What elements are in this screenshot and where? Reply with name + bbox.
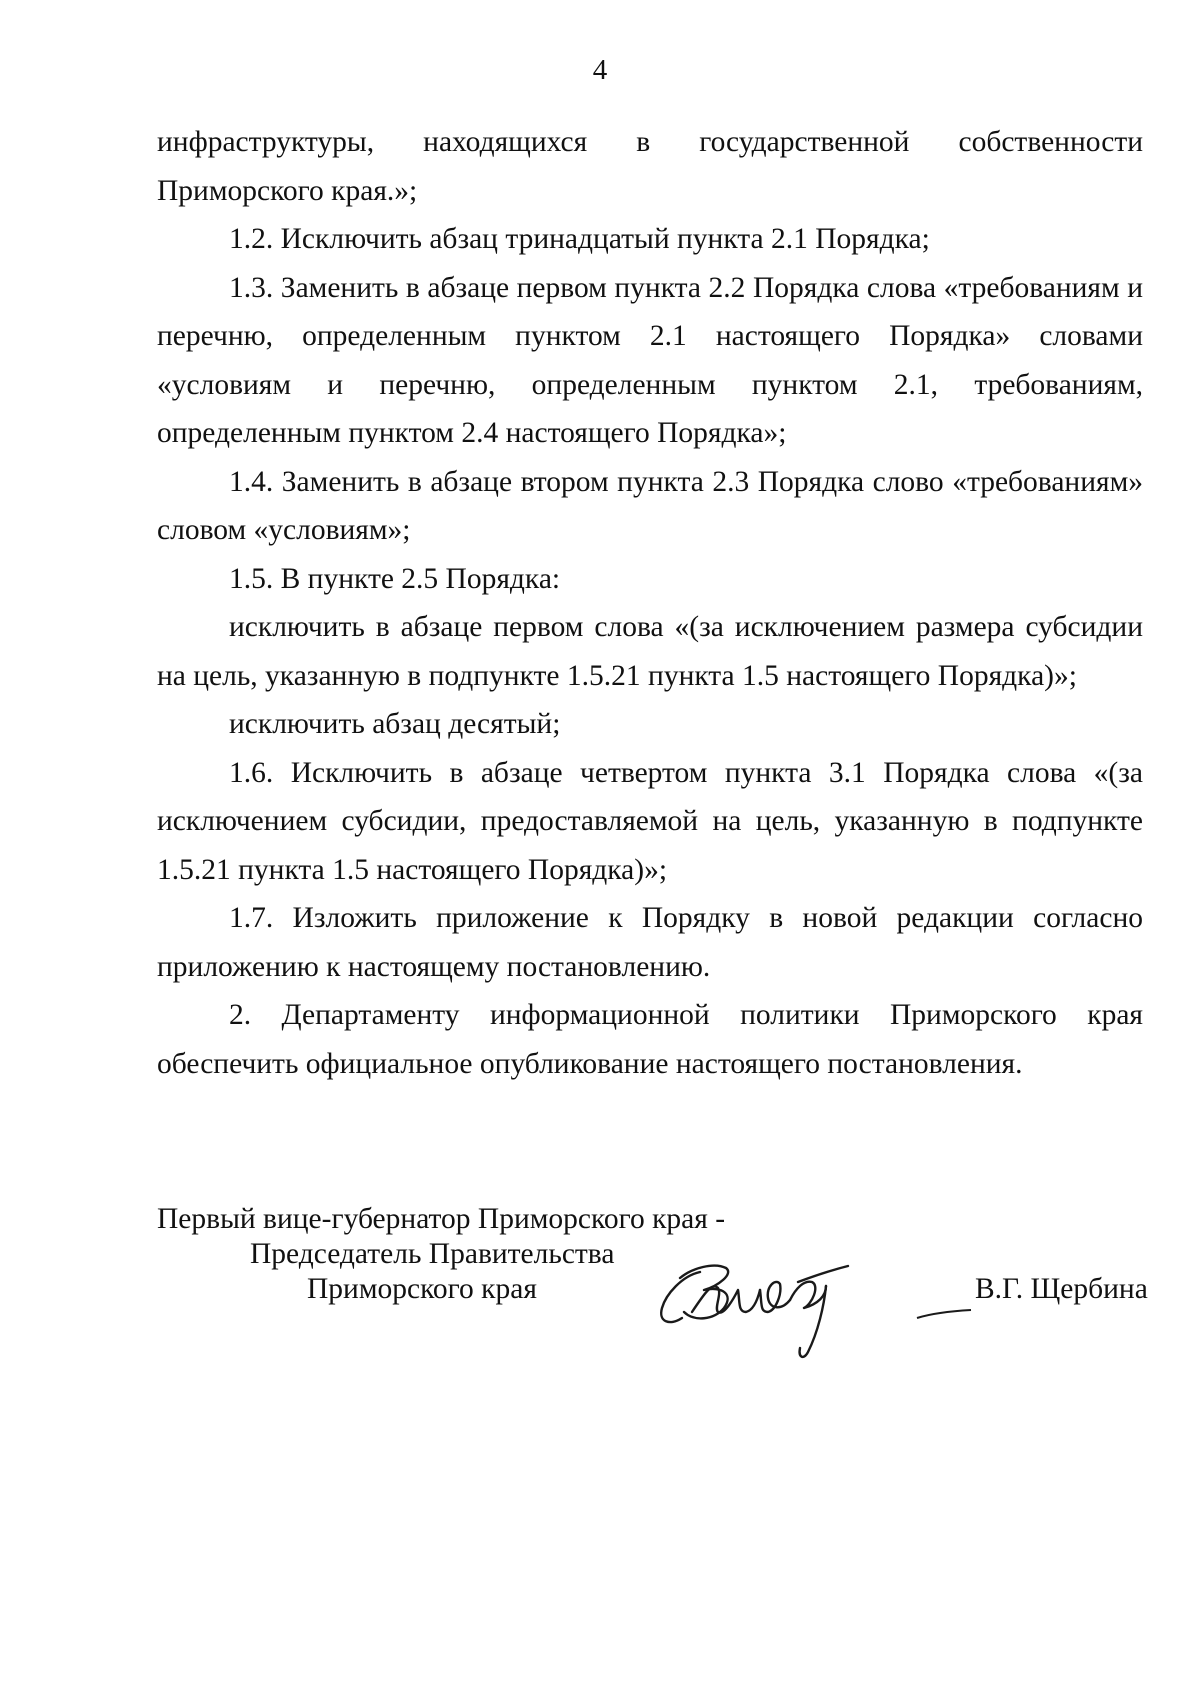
handwritten-signature [648, 1242, 868, 1362]
signatory-title-line1: Первый вице-губернатор Приморского края - [157, 1203, 726, 1235]
paragraph: 1.4. Заменить в абзаце втором пункта 2.3 Порядка слово «требованиям» словом «условиям»; [157, 465, 1143, 546]
signatory-title-line2: Председатель Правительства [250, 1238, 615, 1270]
paragraph: 2. Департаменту информационной политики Приморского края обеспечить официальное опубликование настоящего постановления. [157, 999, 1143, 1080]
signatory-name: В.Г. Щербина [975, 1273, 1148, 1305]
paragraph: 1.7. Изложить приложение к Порядку в новой редакции согласно приложению к настоящему постановлению. [157, 902, 1143, 983]
paragraph: исключить абзац десятый; [229, 708, 561, 740]
page-number: 4 [592, 54, 608, 86]
paragraph: 1.2. Исключить абзац тринадцатый пункта 2.1 Порядка; [229, 223, 930, 255]
signature-underline [915, 1304, 973, 1324]
paragraph: инфраструктуры, находящихся в государственной собственности Приморского края.»; [157, 126, 1143, 207]
signatory-title-line3: Приморского края [307, 1273, 537, 1305]
paragraph: исключить в абзаце первом слова «(за исключением размера субсидии на цель, указанную в подпункте 1.5.21 пункта 1.5 настоящего Порядка)»; [157, 611, 1143, 692]
paragraph: 1.5. В пункте 2.5 Порядка: [229, 562, 561, 595]
paragraph: 1.6. Исключить в абзаце четвертом пункта 3.1 Порядка слова «(за исключением субсидии, предоставляемой на цель, указанную в подпункте 1.5.21 пункта 1.5 настоящего Порядка)»; [157, 756, 1143, 886]
paragraph: 1.3. Заменить в абзаце первом пункта 2.2 Порядка слова «требованиям и перечню, определенным пунктом 2.1 настоящего Порядка» словами «условиям и перечню, определенным пунктом 2.1, требованиям, определенным пунктом 2.4 настоящего Порядка»; [157, 271, 1143, 449]
